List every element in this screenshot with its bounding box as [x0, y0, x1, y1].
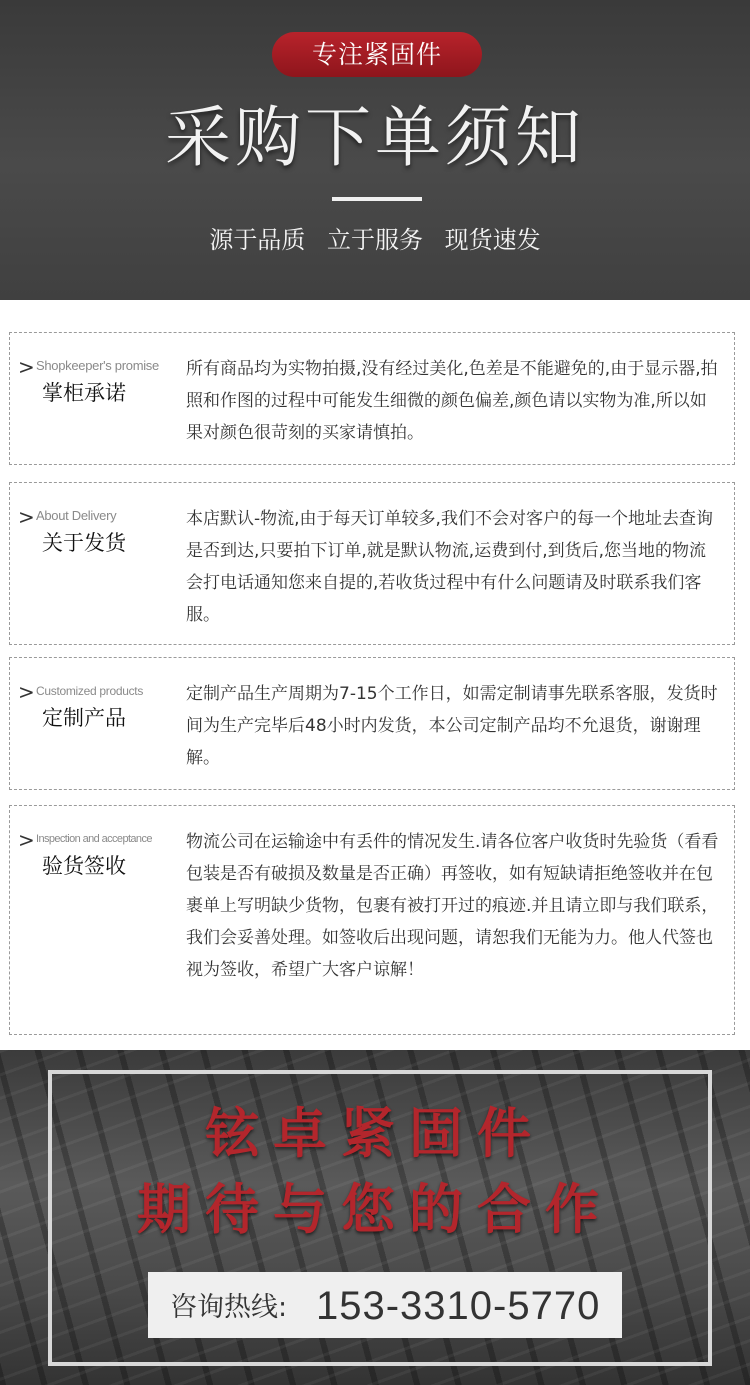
notice-about-delivery — [9, 482, 735, 645]
notice-en-label: Inspection and acceptance — [36, 833, 152, 845]
notice-cn-label: 定制产品 — [42, 706, 126, 730]
header-banner — [0, 0, 750, 300]
chevron-right-icon: > — [18, 828, 35, 852]
title-divider — [332, 197, 422, 201]
page-title: 采购下单须知 — [165, 99, 585, 176]
notice-en-label: Shopkeeper's promise — [36, 358, 159, 373]
hotline-box[interactable] — [148, 1272, 622, 1338]
brand-name: 铉卓紧固件 — [205, 1102, 545, 1165]
notice-shopkeeper-promise — [9, 332, 735, 465]
notice-en-label: Customized products — [36, 684, 144, 698]
page-subtitle: 源于品质 立于服务 现货速发 — [209, 226, 541, 254]
contact-banner — [0, 1050, 750, 1385]
cooperation-slogan: 期待与您的合作 — [137, 1178, 613, 1241]
hotline-number[interactable]: 153-3310-5770 — [316, 1284, 601, 1328]
notice-inspection-acceptance — [9, 805, 735, 1035]
chevron-right-icon: > — [18, 680, 35, 704]
notice-body: 所有商品均为实物拍摄,没有经过美化,色差是不能避免的,由于显示器,拍照和作图的过程中可能发生细微的颜色偏差,颜色请以实物为准,所以如果对颜色很苛刻的买家请慎拍。 — [186, 359, 718, 443]
notice-body: 定制产品生产周期为7-15个工作日，如需定制请事先联系客服，发货时间为生产完毕后48小时内发货，本公司定制产品均不允退货，谢谢理解。 — [186, 684, 718, 768]
notice-body: 本店默认-物流,由于每天订单较多,我们不会对客户的每一个地址去查询是否到达,只要拍下订单,就是默认物流,运费到付,到货后,您当地的物流会打电话通知您来自提的,若收货过程中有什么问题请及时联系我们客服。 — [186, 509, 713, 625]
notice-customized-products — [9, 657, 735, 790]
notice-en-label: About Delivery — [36, 508, 117, 523]
notice-cn-label: 掌柜承诺 — [42, 381, 126, 405]
chevron-right-icon: > — [18, 355, 35, 379]
notice-cn-label: 验货签收 — [42, 854, 126, 878]
notice-body: 物流公司在运输途中有丢件的情况发生.请各位客户收货时先验货（看看包装是否有破损及数量是否正确）再签收，如有短缺请拒绝签收并在包裹单上写明缺少货物，包裹有被打开过的痕迹.并且请立即与我们联系，我们会妥善处理。如签收后出现问题，请恕我们无能为力。他人代签也视为签收，希望广大客户谅解！ — [186, 832, 719, 980]
hotline-label: 咨询热线: — [170, 1292, 288, 1323]
category-pill: 专注紧固件 — [272, 32, 482, 77]
chevron-right-icon: > — [18, 505, 35, 529]
notice-cn-label: 关于发货 — [42, 531, 126, 555]
